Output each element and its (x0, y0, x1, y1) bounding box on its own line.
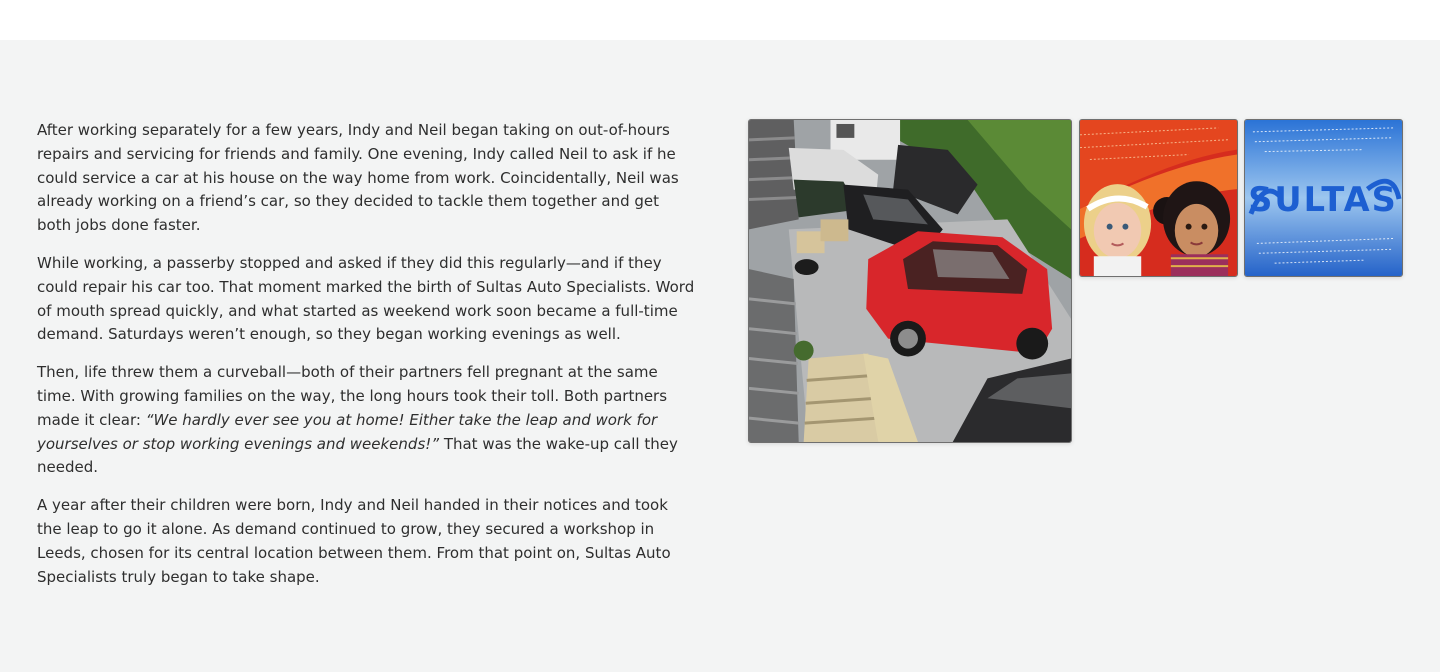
logo-painting-illustration (1245, 120, 1402, 276)
children-painting-illustration (1080, 120, 1237, 276)
story-p3-intro: Then, life threw them a curveball—both of their partners fell pregnant at the same time. With growing families on the way, the long hours took their toll. Both partners made it clear: (37, 363, 668, 429)
story-p3-outro: That was the wake-up call they needed. (37, 434, 678, 477)
partners-quote: “We hardly ever see you at home! Either take the leap and work for yourselves or stop working evenings and weekends!” (37, 410, 658, 453)
story-paragraph-4: A year after their children were born, Indy and Neil handed in their notices and took the leap to go it alone. As demand continued to grow, they secured a workshop in Leeds, chosen for its central location between them. From that point on, Sultas Auto Specialists truly began to take shape. (37, 496, 671, 586)
story-section (0, 40, 1440, 672)
story-text (37, 119, 697, 603)
gallery-image-children-painting[interactable] (1079, 119, 1238, 277)
top-header-bar (0, 0, 1440, 40)
logo-wordmark: SULTAS (1248, 179, 1398, 219)
story-paragraph-2: While working, a passerby stopped and asked if they did this regularly—and if they could repair his car too. That moment marked the birth of Sultas Auto Specialists. Word of mouth spread quickly, and what started as weekend work soon became a full-time demand. Saturdays weren’t enough, so they began working evenings as well. (37, 253, 695, 344)
gallery-image-logo-painting[interactable] (1244, 119, 1403, 277)
story-paragraph-3 (37, 361, 697, 480)
cars-painting-illustration (749, 120, 1071, 442)
story-paragraph-1: After working separately for a few years, Indy and Neil began taking on out-of-hours repairs and servicing for friends and family. One evening, Indy called Neil to ask if he could service a car at his house on the way home from work. Coincidentally, Neil was already working on a friend’s car, so they decided to tackle them together and get both jobs done faster. (37, 121, 679, 235)
gallery-image-cars-painting[interactable] (748, 119, 1072, 443)
